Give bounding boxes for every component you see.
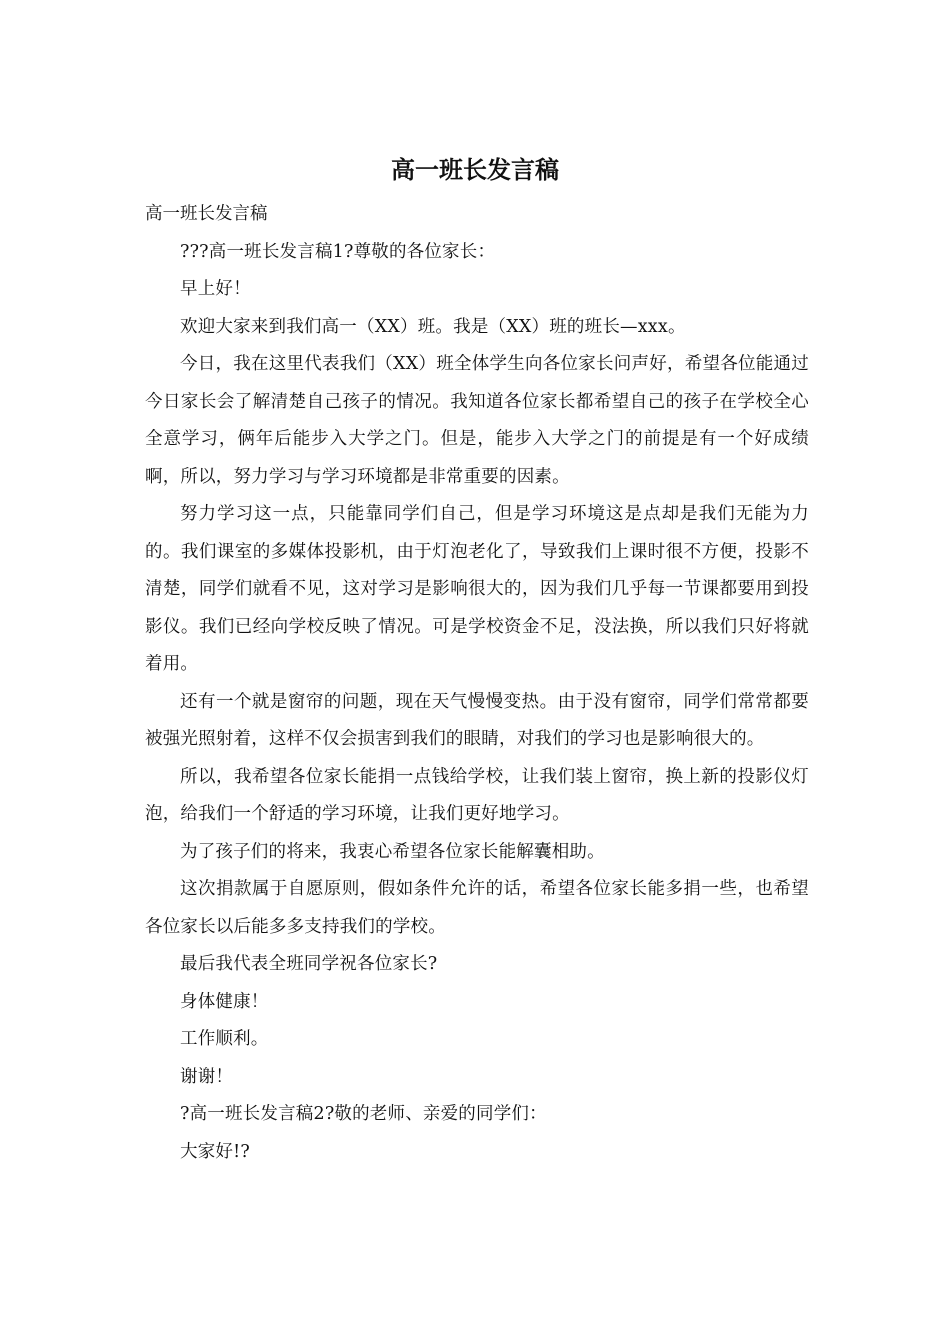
paragraph-11: 身体健康！ xyxy=(180,991,269,1012)
paragraph-15: 大家好!? xyxy=(180,1141,250,1162)
paragraph-9: 这次捐款属于自愿原则，假如条件允许的话，希望各位家长能多捐一些，也希望各位家长以后能多多支持我们的学校。 xyxy=(145,879,809,937)
paragraph-8: 为了孩子们的将来，我衷心希望各位家长能解囊相助。 xyxy=(180,841,605,862)
paragraph-4: 今日，我在这里代表我们（XX）班全体学生向各位家长问声好，希望各位能通过今日家长会了解清楚自己孩子的情况。我知道各位家长都希望自己的孩子在学校全心全意学习，俩年后能步入大学之门。但是，能步入大学之门的前提是有一个好成绩啊，所以，努力学习与学习环境都是非常重要的因素。 xyxy=(145,354,809,487)
paragraph-13: 谢谢！ xyxy=(180,1066,234,1087)
paragraph-1: ???高一班长发言稿1?尊敬的各位家长： xyxy=(180,241,496,262)
paragraph-14: ?高一班长发言稿2?敬的老师、亲爱的同学们： xyxy=(180,1104,547,1124)
document-title: 高一班长发言稿 xyxy=(391,155,559,184)
paragraph-3: 欢迎大家来到我们高一（XX）班。我是（XX）班的班长—xxx。 xyxy=(180,316,686,337)
paragraph-7: 所以，我希望各位家长能捐一点钱给学校，让我们装上窗帘，换上新的投影仪灯泡，给我们一个舒适的学习环境，让我们更好地学习。 xyxy=(145,766,809,824)
paragraph-6: 还有一个就是窗帘的问题，现在天气慢慢变热。由于没有窗帘，同学们常常都要被强光照射着，这样不仅会损害到我们的眼睛，对我们的学习也是影响很大的。 xyxy=(145,691,809,749)
paragraph-2: 早上好！ xyxy=(180,279,251,299)
document-body xyxy=(145,196,809,1171)
paragraph-10: 最后我代表全班同学祝各位家长? xyxy=(180,954,438,974)
document-subtitle: 高一班长发言稿 xyxy=(145,204,268,224)
paragraph-12: 工作顺利。 xyxy=(180,1029,269,1049)
paragraph-5: 努力学习这一点，只能靠同学们自己，但是学习环境这是点却是我们无能为力的。我们课室的多媒体投影机，由于灯泡老化了，导致我们上课时很不方便，投影不清楚，同学们就看不见，这对学习是影响很大的，因为我们几乎每一节课都要用到投影仪。我们已经向学校反映了情况。可是学校资金不足，没法换，所以我们只好将就着用。 xyxy=(145,504,809,674)
